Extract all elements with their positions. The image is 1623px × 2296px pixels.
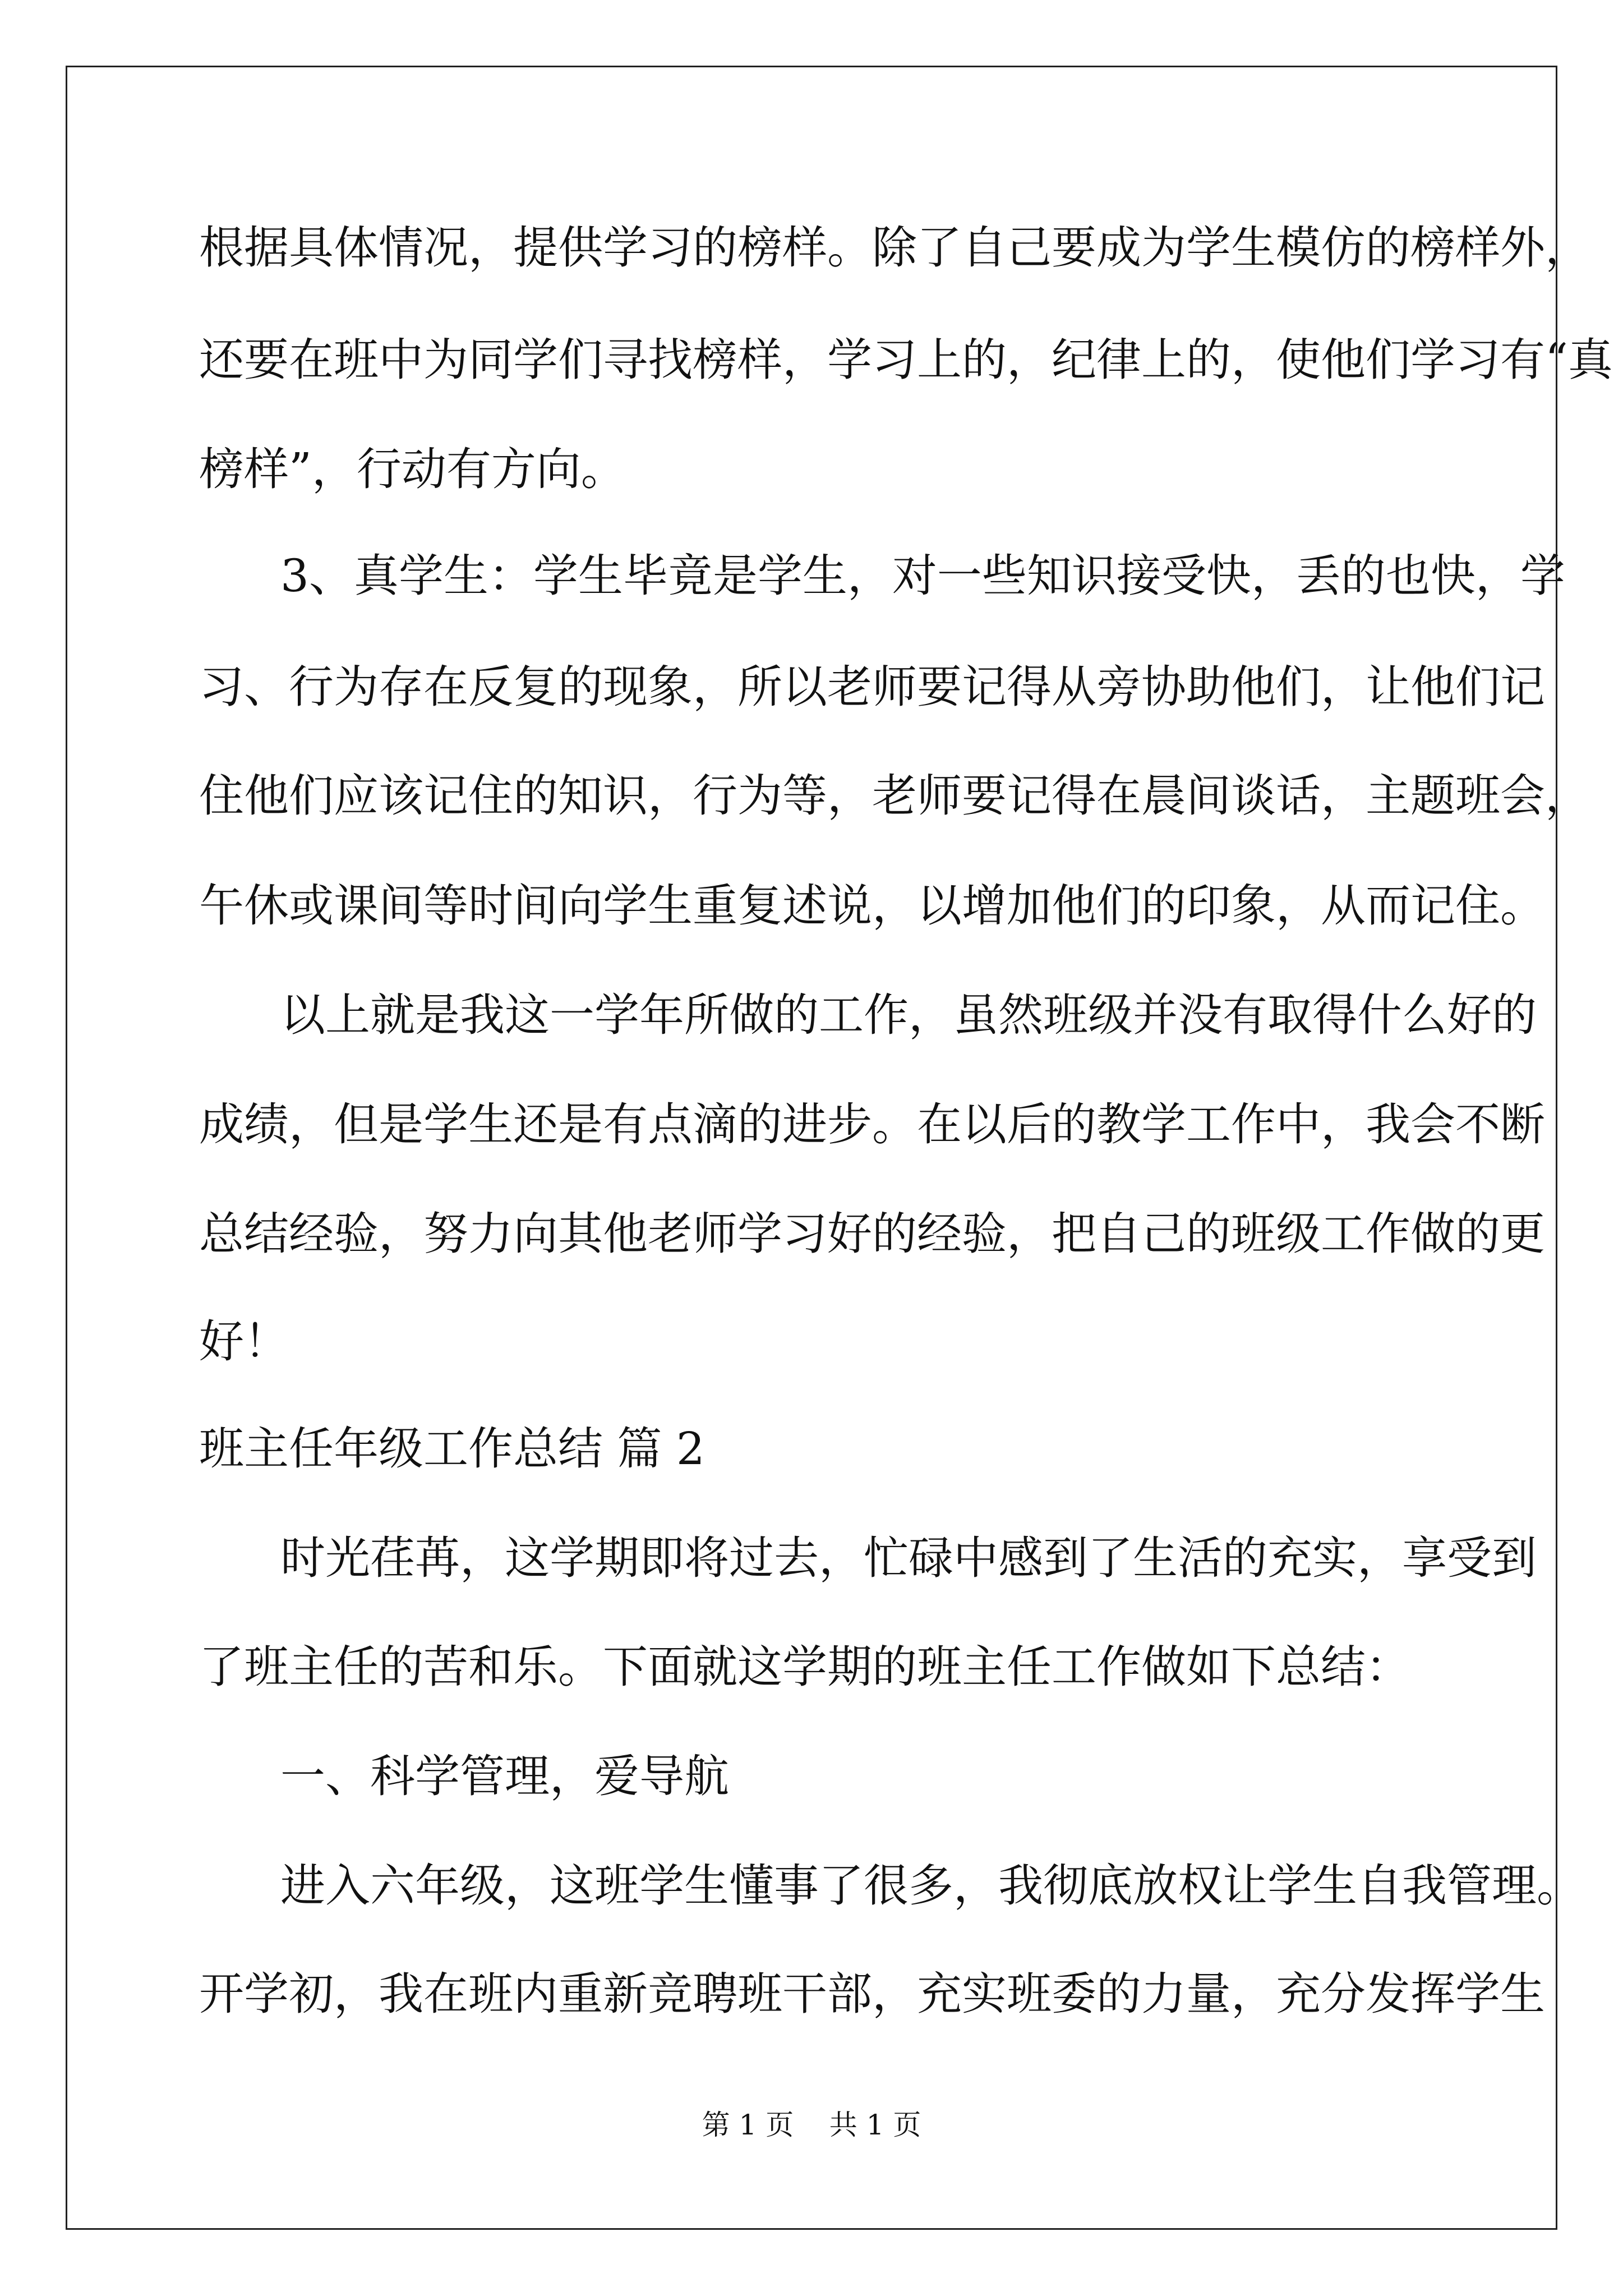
paragraph-first-line: 以上就是我这一学年所做的工作，虽然班级并没有取得什么好的: [280, 989, 1537, 1041]
body-line: 根据具体情况，提供学习的榜样。除了自己要成为学生模仿的榜样外，: [199, 222, 1590, 274]
page-footer: 第 1 页 共 1 页: [702, 2109, 921, 2141]
paragraph-first-line: 3、真学生：学生毕竟是学生，对一些知识接受快，丢的也快，学: [280, 550, 1565, 602]
paragraph-first-line: 进入六年级，这班学生懂事了很多，我彻底放权让学生自我管理。: [280, 1860, 1581, 1912]
body-line: 好！: [199, 1315, 289, 1368]
body-line: 住他们应该记住的知识，行为等，老师要记得在晨间谈话，主题班会，: [199, 770, 1590, 822]
body-line: 成绩，但是学生还是有点滴的进步。在以后的教学工作中，我会不断: [199, 1098, 1545, 1151]
body-line: 午休或课间等时间向学生重复述说，以增加他们的印象，从而记住。: [199, 880, 1545, 932]
section-heading: 班主任年级工作总结 篇 2: [199, 1423, 705, 1475]
body-line: 习、行为存在反复的现象，所以老师要记得从旁协助他们，让他们记: [199, 661, 1545, 713]
body-line: 榜样”，行动有方向。: [199, 443, 626, 495]
paragraph-first-line: 时光荏苒，这学期即将过去，忙碌中感到了生活的充实，享受到: [280, 1532, 1537, 1584]
body-line: 开学初，我在班内重新竞聘班干部，充实班委的力量，充分发挥学生: [199, 1968, 1545, 2020]
body-line: 了班主任的苦和乐。下面就这学期的班主任工作做如下总结：: [199, 1641, 1410, 1693]
subheading: 一、科学管理，爱导航: [280, 1750, 729, 1802]
body-line: 还要在班中为同学们寻找榜样，学习上的，纪律上的，使他们学习有“真: [199, 334, 1613, 386]
body-line: 总结经验，努力向其他老师学习好的经验，把自己的班级工作做的更: [199, 1208, 1545, 1260]
